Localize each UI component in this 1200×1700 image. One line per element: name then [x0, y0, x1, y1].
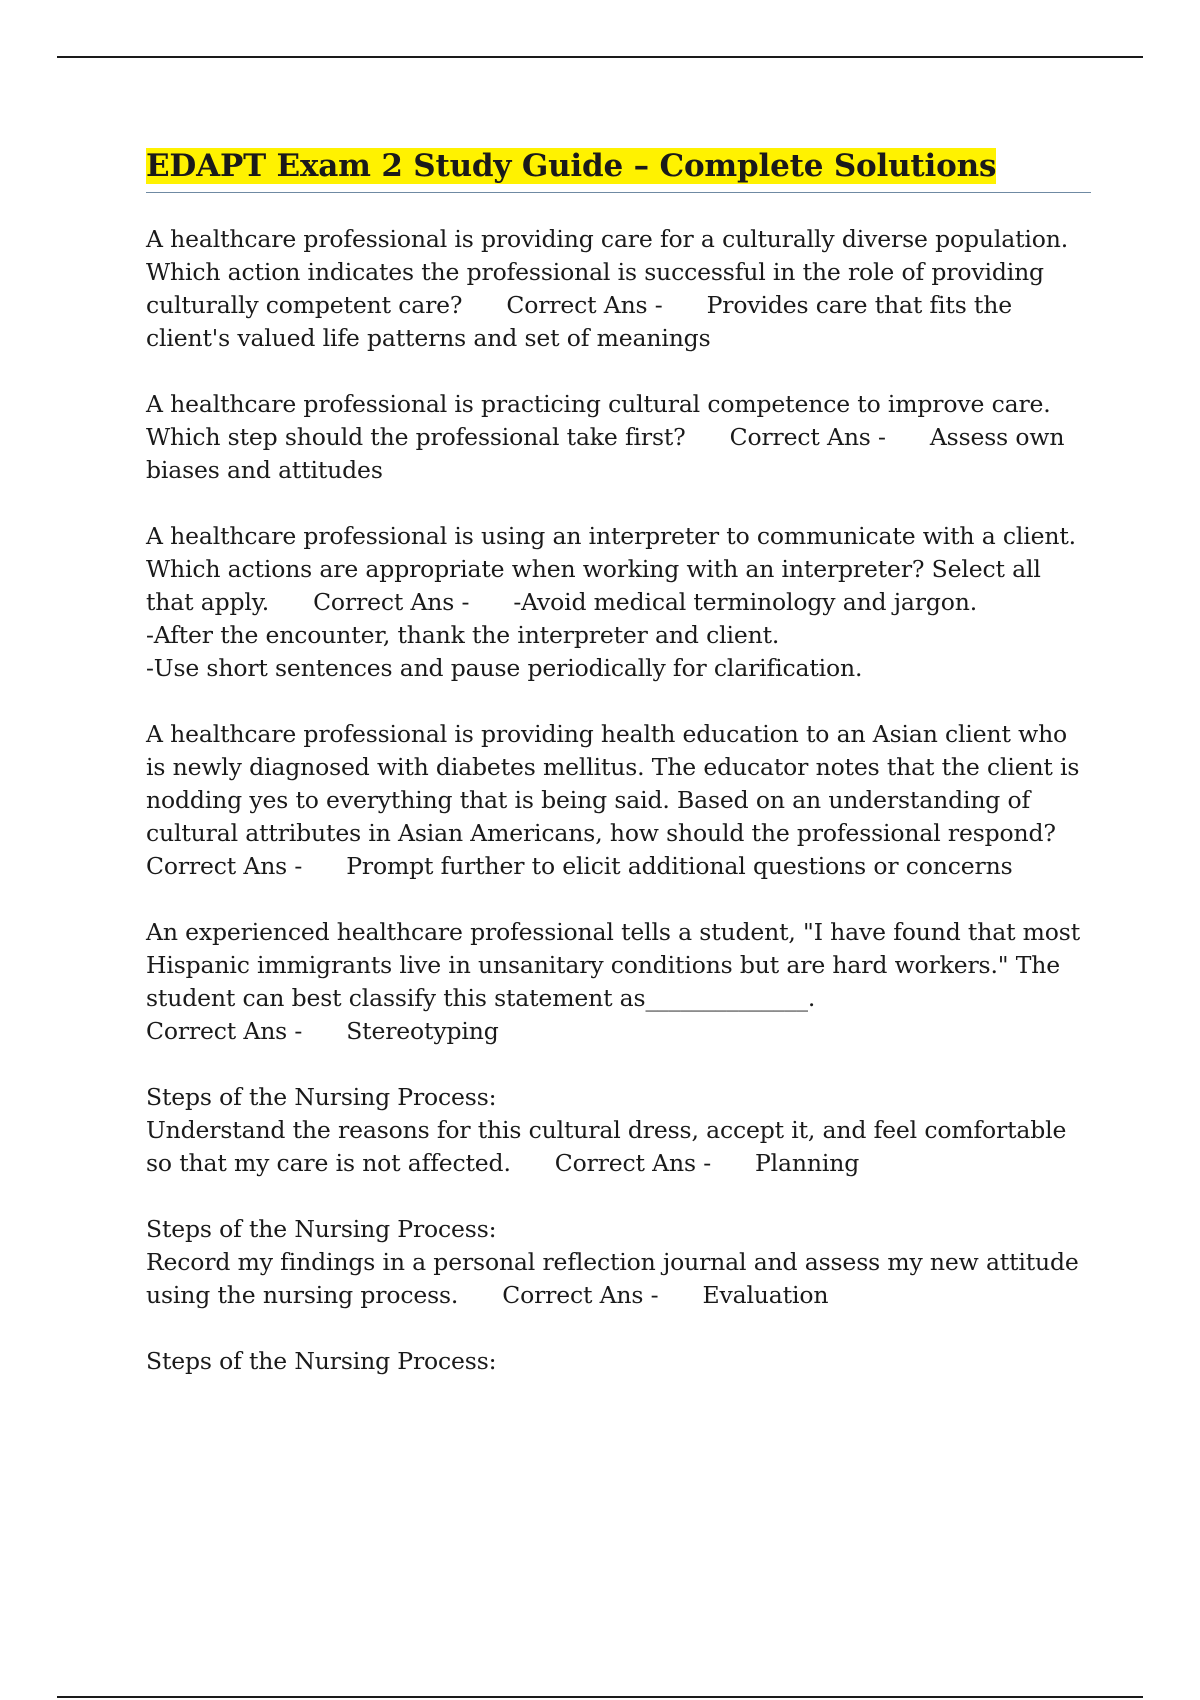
footer-rule — [57, 1696, 1143, 1698]
answer-text: Stereotyping — [346, 1017, 499, 1045]
section-heading: Steps of the Nursing Process: — [146, 1215, 497, 1243]
answer-label: Correct Ans - — [506, 291, 663, 319]
qa-item — [146, 1213, 1091, 1312]
answer-line: -Avoid medical terminology and jargon. — [513, 588, 978, 616]
qa-item — [146, 520, 1091, 685]
question-text: A healthcare professional is using an interpreter to communicate with a client. Which actions are appropriate when working with an interpreter? Select all that apply. — [146, 522, 1076, 616]
qa-item — [146, 916, 1091, 1048]
answer-text: Prompt further to elicit additional questions or concerns — [346, 852, 1013, 880]
question-text: An experienced healthcare professional tells a student, "I have found that most Hispanic immigrants live in unsanitary conditions but are hard workers." The student can best classify this statement as______________. — [146, 918, 1081, 1012]
section-heading: Steps of the Nursing Process: — [146, 1083, 497, 1111]
answer-text: Assess own biases and attitudes — [146, 423, 1065, 484]
question-text: A healthcare professional is practicing cultural competence to improve care. Which step should the professional take first? — [146, 390, 1051, 451]
section-heading: Steps of the Nursing Process: — [146, 1347, 497, 1375]
question-text: Understand the reasons for this cultural dress, accept it, and feel comfortable so that my care is not affected. — [146, 1116, 1067, 1177]
question-text: Record my findings in a personal reflection journal and assess my new attitude using the nursing process. — [146, 1248, 1079, 1309]
answer-line: -After the encounter, thank the interpreter and client. — [146, 621, 780, 649]
answer-line: -Use short sentences and pause periodically for clarification. — [146, 654, 863, 682]
qa-item — [146, 223, 1091, 355]
answer-text: Evaluation — [702, 1281, 829, 1309]
title-block — [146, 146, 1091, 193]
answer-label: Correct Ans - — [146, 852, 303, 880]
qa-item — [146, 1081, 1091, 1180]
document-title: EDAPT Exam 2 Study Guide – Complete Solutions — [146, 148, 997, 184]
answer-label: Correct Ans - — [146, 1017, 303, 1045]
answer-label: Correct Ans - — [502, 1281, 659, 1309]
answer-text: Provides care that fits the client's valued life patterns and set of meanings — [146, 291, 1012, 352]
header-rule — [57, 56, 1143, 58]
answer-label: Correct Ans - — [554, 1149, 711, 1177]
qa-item — [146, 388, 1091, 487]
qa-item — [146, 718, 1091, 883]
document-body — [146, 146, 1091, 1411]
question-text: A healthcare professional is providing care for a culturally diverse population. Which action indicates the professional is successful in the role of providing culturally competent care? — [146, 225, 1069, 319]
answer-label: Correct Ans - — [313, 588, 470, 616]
answer-label: Correct Ans - — [729, 423, 886, 451]
answer-text: Planning — [755, 1149, 860, 1177]
answer-row — [146, 1015, 1091, 1048]
question-text: A healthcare professional is providing health education to an Asian client who is newly diagnosed with diabetes mellitus. The educator notes that the client is nodding yes to everything that is being said. Based on an understanding of cultural attributes in Asian Americans, how should the professional respond? — [146, 720, 1080, 847]
answer-row — [146, 850, 1091, 883]
qa-item — [146, 1345, 1091, 1378]
